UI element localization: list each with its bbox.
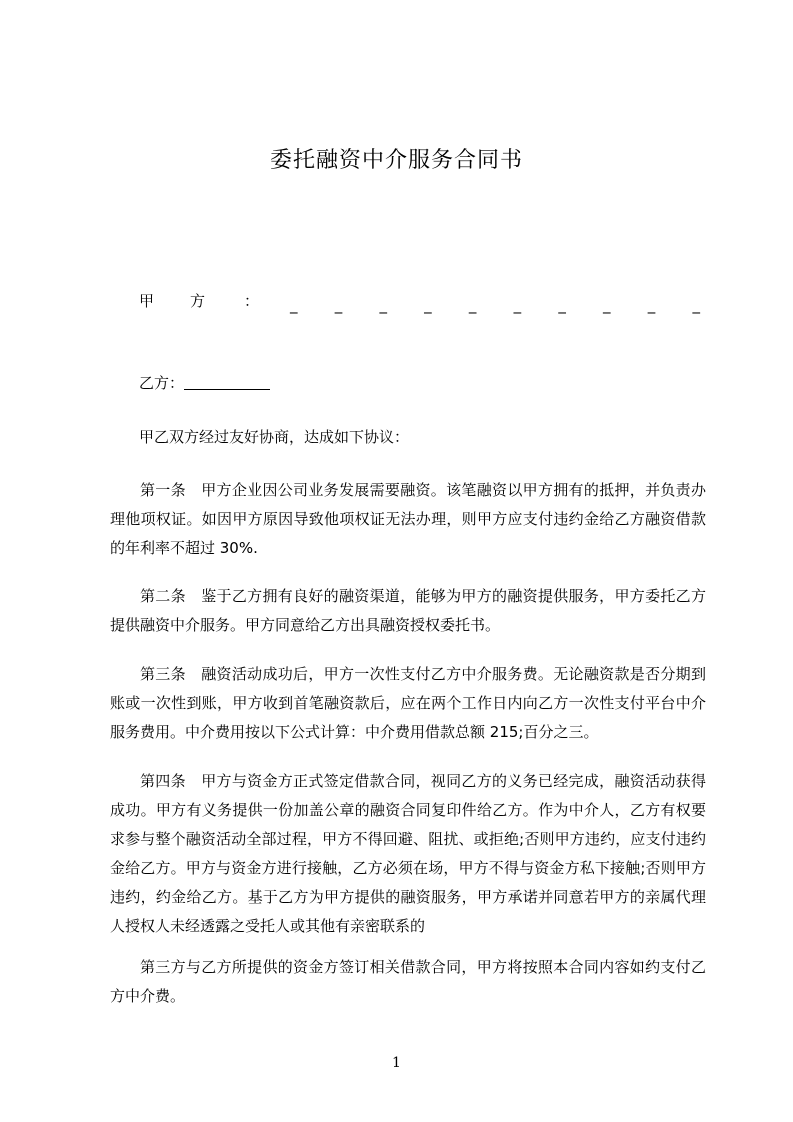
blank-mark: _ xyxy=(513,296,522,314)
party-a-colon: ： xyxy=(244,292,260,310)
article-2 xyxy=(110,582,706,640)
article-1 xyxy=(110,476,706,563)
blank-mark: _ xyxy=(558,296,566,314)
blank-mark: _ xyxy=(379,296,387,314)
blank-mark: _ xyxy=(603,296,611,314)
party-b-blank xyxy=(184,375,270,390)
party-b-label: 乙方： xyxy=(139,374,185,392)
article-1-text: 第一条 甲方企业因公司业务发展需要融资。该笔融资以甲方拥有的抵押，并负责办理他项权证。如因甲方原因导致他项权证无法办理，则甲方应支付违约金给乙方融资借款的年利率不超过 30%. xyxy=(110,481,706,557)
blank-mark: _ xyxy=(334,296,343,314)
article-2-text: 第二条 鉴于乙方拥有良好的融资渠道，能够为甲方的融资提供服务，甲方委托乙方提供融资中介服务。甲方同意给乙方出具融资授权委托书。 xyxy=(110,587,706,634)
article-4-continuation-text: 第三方与乙方所提供的资金方签订相关借款合同，甲方将按照本合同内容如约支付乙方中介费。 xyxy=(110,958,706,1005)
article-4 xyxy=(110,767,706,941)
blank-mark: _ xyxy=(424,296,432,314)
blank-mark: _ xyxy=(647,296,656,314)
article-4-continuation xyxy=(110,953,706,1011)
article-3 xyxy=(110,660,706,747)
page-number: 1 xyxy=(392,1055,401,1071)
article-3-text: 第三条 融资活动成功后，甲方一次性支付乙方中介服务费。无论融资款是否分期到账或一次性到账，甲方收到首笔融资款后，应在两个工作日内向乙方一次性支付平台中介服务费用。中介费用按以下公式计算：中介费用借款总额 215;百分之三。 xyxy=(110,665,706,741)
blank-mark: _ xyxy=(290,296,298,314)
article-4-text: 第四条 甲方与资金方正式签定借款合同，视同乙方的义务已经完成，融资活动获得成功。甲方有义务提供一份加盖公章的融资合同复印件给乙方。作为中介人，乙方有权要求参与整个融资活动全部过程，甲方不得回避、阻扰、或拒绝;否则甲方违约，应支付违约金给乙方。甲方与资金方进行接触，乙方必须在场，甲方不得与资金方私下接触;否则甲方违约，约金给乙方。基于乙方为甲方提供的融资服务，甲方承诺并同意若甲方的亲属代理人授权人未经透露之受托人或其他有亲密联系的 xyxy=(110,772,706,935)
document-title: 委托融资中介服务合同书 xyxy=(269,148,523,173)
party-a-label-char1: 甲 xyxy=(139,292,155,310)
blank-mark: _ xyxy=(692,296,700,314)
party-a-label-char2: 方 xyxy=(190,292,206,310)
party-b-line xyxy=(139,372,270,393)
party-a-blank xyxy=(290,296,700,314)
intro-paragraph: 甲乙双方经过友好协商，达成如下协议： xyxy=(139,428,410,446)
blank-mark: _ xyxy=(468,296,477,314)
party-a-line xyxy=(0,290,793,314)
